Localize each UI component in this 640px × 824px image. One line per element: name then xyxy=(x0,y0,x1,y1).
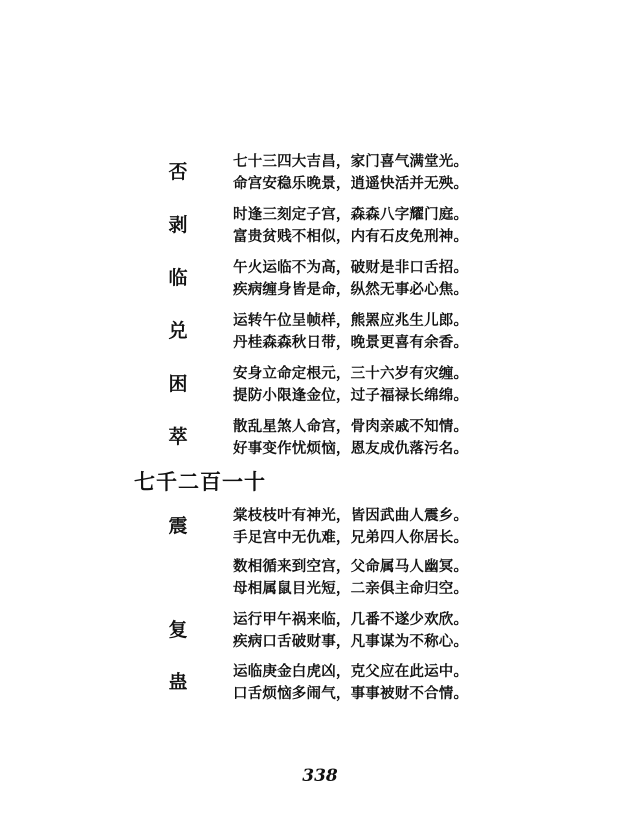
gua-label: 剥 xyxy=(168,214,188,236)
verse-line: 时逢三刻定子宫，森森八字耀门庭。 xyxy=(233,206,469,223)
verse-entry xyxy=(0,553,640,603)
verse-entry xyxy=(0,502,640,552)
verse-entry xyxy=(0,658,640,708)
verse-line: 手足宫中无仇难，兄弟四人你居长。 xyxy=(233,529,469,546)
verse-entry xyxy=(0,360,640,410)
verse-line: 提防小限逢金位，过子福禄长绵绵。 xyxy=(233,387,469,404)
verse-entry xyxy=(0,254,640,304)
verse-line: 运临庚金白虎凶，克父应在此运中。 xyxy=(233,663,469,680)
verse-line: 安身立命定根元，三十六岁有灾缠。 xyxy=(233,365,469,382)
verse-line: 运转午位呈帧样，熊罴应兆生儿郎。 xyxy=(233,312,469,329)
verse-entry xyxy=(0,413,640,463)
verse-line: 午火运临不为高，破财是非口舌招。 xyxy=(233,259,469,276)
gua-label: 震 xyxy=(168,515,188,537)
page-number: 338 xyxy=(302,766,338,786)
verse-line: 疾病口舌破财事，凡事谋为不称心。 xyxy=(233,633,469,650)
verse-line: 棠枝枝叶有神光，皆因武曲人震乡。 xyxy=(233,507,469,524)
verse-line: 数相循来到空宫，父命属马人幽冥。 xyxy=(233,558,469,575)
gua-label: 萃 xyxy=(168,426,188,448)
verse-entry xyxy=(0,606,640,656)
section-heading: 七千二百一十 xyxy=(134,469,266,494)
verse-line: 丹桂森森秋日带，晚景更喜有余香。 xyxy=(233,334,469,351)
verse-line: 疾病缠身皆是命，纵然无事必心焦。 xyxy=(233,281,469,298)
verse-line: 富贵贫贱不相似，内有石皮免刑神。 xyxy=(233,228,469,245)
verse-line: 命宫安稳乐晚景，逍遥快活并无殃。 xyxy=(233,175,469,192)
gua-label: 复 xyxy=(168,619,188,641)
verse-line: 好事变作忧烦恼，恩友成仇落污名。 xyxy=(233,440,469,457)
verse-line: 散乱星煞人命宫，骨肉亲戚不知情。 xyxy=(233,418,469,435)
gua-label: 临 xyxy=(168,267,188,289)
gua-label: 兑 xyxy=(168,320,188,342)
verse-entry xyxy=(0,307,640,357)
verse-entry xyxy=(0,148,640,198)
gua-label: 否 xyxy=(168,161,188,183)
verse-line: 七十三四大吉昌，家门喜气满堂光。 xyxy=(233,153,469,170)
verse-line: 口舌烦恼多闹气，事事被财不合情。 xyxy=(233,685,469,702)
gua-label: 困 xyxy=(168,373,188,395)
verse-line: 母相属鼠目光短，二亲俱主命归空。 xyxy=(233,580,469,597)
verse-entry xyxy=(0,201,640,251)
verse-line: 运行甲午祸来临，几番不遂少欢欣。 xyxy=(233,611,469,628)
gua-label: 蛊 xyxy=(168,671,188,693)
